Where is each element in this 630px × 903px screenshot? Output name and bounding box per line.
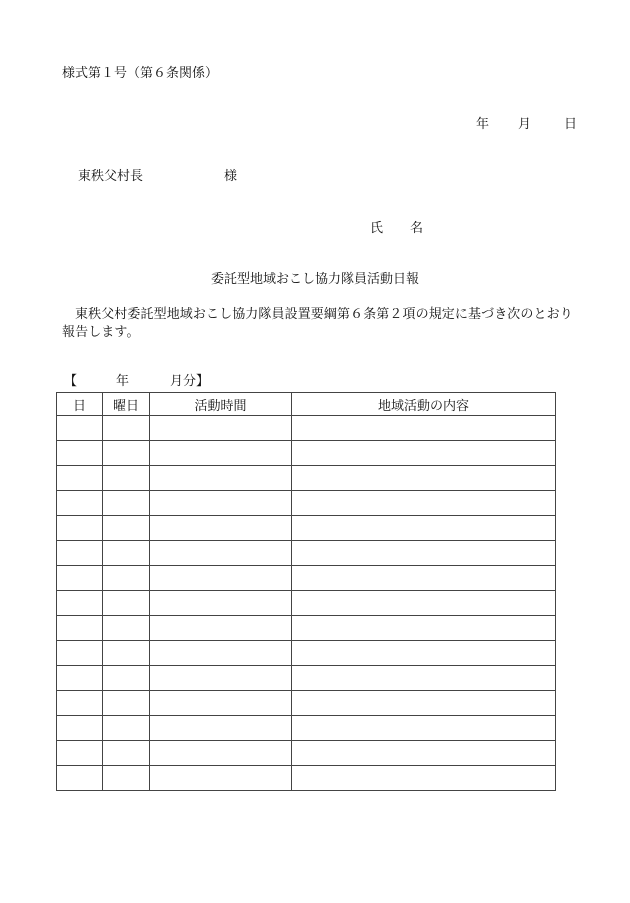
weekday-cell[interactable] [103, 441, 150, 466]
day-cell[interactable] [57, 491, 103, 516]
day-cell[interactable] [57, 691, 103, 716]
activity-time-cell[interactable] [150, 591, 292, 616]
table-row [57, 491, 556, 516]
activity-time-cell[interactable] [150, 741, 292, 766]
weekday-cell[interactable] [103, 641, 150, 666]
form-number: 様式第１号（第６条関係） [62, 66, 219, 81]
table-row [57, 666, 556, 691]
table-row [57, 766, 556, 791]
header-weekday: 曜日 [103, 393, 150, 416]
table-row [57, 716, 556, 741]
activity-time-cell[interactable] [150, 466, 292, 491]
table-header-row [57, 393, 556, 416]
weekday-cell[interactable] [103, 666, 150, 691]
header-day: 日 [57, 393, 103, 416]
period-line [64, 375, 209, 388]
activity-time-cell[interactable] [150, 566, 292, 591]
activity-content-cell[interactable] [292, 641, 556, 666]
activity-time-cell[interactable] [150, 491, 292, 516]
activity-content-cell[interactable] [292, 541, 556, 566]
weekday-cell[interactable] [103, 691, 150, 716]
signer-label-part-2: 名 [410, 221, 424, 236]
table-row [57, 591, 556, 616]
table-row [57, 416, 556, 441]
weekday-cell[interactable] [103, 616, 150, 641]
activity-time-cell[interactable] [150, 641, 292, 666]
date-line [476, 118, 577, 131]
day-cell[interactable] [57, 741, 103, 766]
day-cell[interactable] [57, 441, 103, 466]
weekday-cell[interactable] [103, 416, 150, 441]
day-cell[interactable] [57, 566, 103, 591]
table-row [57, 566, 556, 591]
table-row [57, 741, 556, 766]
weekday-cell[interactable] [103, 741, 150, 766]
day-cell[interactable] [57, 766, 103, 791]
day-cell[interactable] [57, 541, 103, 566]
weekday-cell[interactable] [103, 591, 150, 616]
activity-time-cell[interactable] [150, 616, 292, 641]
activity-time-cell[interactable] [150, 541, 292, 566]
date-year-label: 年 [476, 117, 490, 132]
signer-label-part-1: 氏 [370, 221, 384, 236]
activity-content-cell[interactable] [292, 566, 556, 591]
activity-content-cell[interactable] [292, 666, 556, 691]
recipient [78, 170, 237, 183]
activity-content-cell[interactable] [292, 416, 556, 441]
day-cell[interactable] [57, 616, 103, 641]
activity-time-cell[interactable] [150, 516, 292, 541]
document-title: 委託型地域おこし協力隊員活動日報 [210, 272, 419, 287]
day-cell[interactable] [57, 666, 103, 691]
weekday-cell[interactable] [103, 541, 150, 566]
period-year-label: 年 [116, 374, 130, 389]
table-row [57, 516, 556, 541]
day-cell[interactable] [57, 516, 103, 541]
activity-time-cell[interactable] [150, 691, 292, 716]
table-row [57, 691, 556, 716]
activity-content-cell[interactable] [292, 516, 556, 541]
activity-time-cell[interactable] [150, 416, 292, 441]
activity-content-cell[interactable] [292, 466, 556, 491]
body-text: 東秩父村委託型地域おこし協力隊員設置要綱第６条第２項の規定に基づき次のとおり報告します。 [62, 307, 573, 340]
activity-time-cell[interactable] [150, 766, 292, 791]
activity-log-table [56, 392, 556, 791]
day-cell[interactable] [57, 466, 103, 491]
table-row [57, 641, 556, 666]
signer-name-label [370, 222, 423, 235]
activity-content-cell[interactable] [292, 741, 556, 766]
table-row [57, 616, 556, 641]
table-row [57, 441, 556, 466]
table-row [57, 466, 556, 491]
day-cell[interactable] [57, 416, 103, 441]
recipient-honorific: 様 [224, 169, 238, 184]
weekday-cell[interactable] [103, 566, 150, 591]
activity-time-cell[interactable] [150, 441, 292, 466]
activity-content-cell[interactable] [292, 766, 556, 791]
period-month-label: 月分】 [170, 374, 210, 389]
activity-time-cell[interactable] [150, 666, 292, 691]
weekday-cell[interactable] [103, 766, 150, 791]
activity-content-cell[interactable] [292, 716, 556, 741]
header-activity-time: 活動時間 [150, 393, 292, 416]
table-row [57, 541, 556, 566]
activity-content-cell[interactable] [292, 691, 556, 716]
day-cell[interactable] [57, 591, 103, 616]
date-day-label: 日 [564, 117, 578, 132]
recipient-name: 東秩父村長 [78, 169, 144, 184]
date-month-label: 月 [518, 117, 532, 132]
period-open-bracket: 【 [64, 374, 78, 389]
day-cell[interactable] [57, 641, 103, 666]
weekday-cell[interactable] [103, 716, 150, 741]
weekday-cell[interactable] [103, 491, 150, 516]
header-activity-content: 地域活動の内容 [292, 393, 556, 416]
activity-content-cell[interactable] [292, 616, 556, 641]
activity-content-cell[interactable] [292, 491, 556, 516]
activity-content-cell[interactable] [292, 591, 556, 616]
day-cell[interactable] [57, 716, 103, 741]
activity-time-cell[interactable] [150, 716, 292, 741]
activity-content-cell[interactable] [292, 441, 556, 466]
weekday-cell[interactable] [103, 516, 150, 541]
weekday-cell[interactable] [103, 466, 150, 491]
